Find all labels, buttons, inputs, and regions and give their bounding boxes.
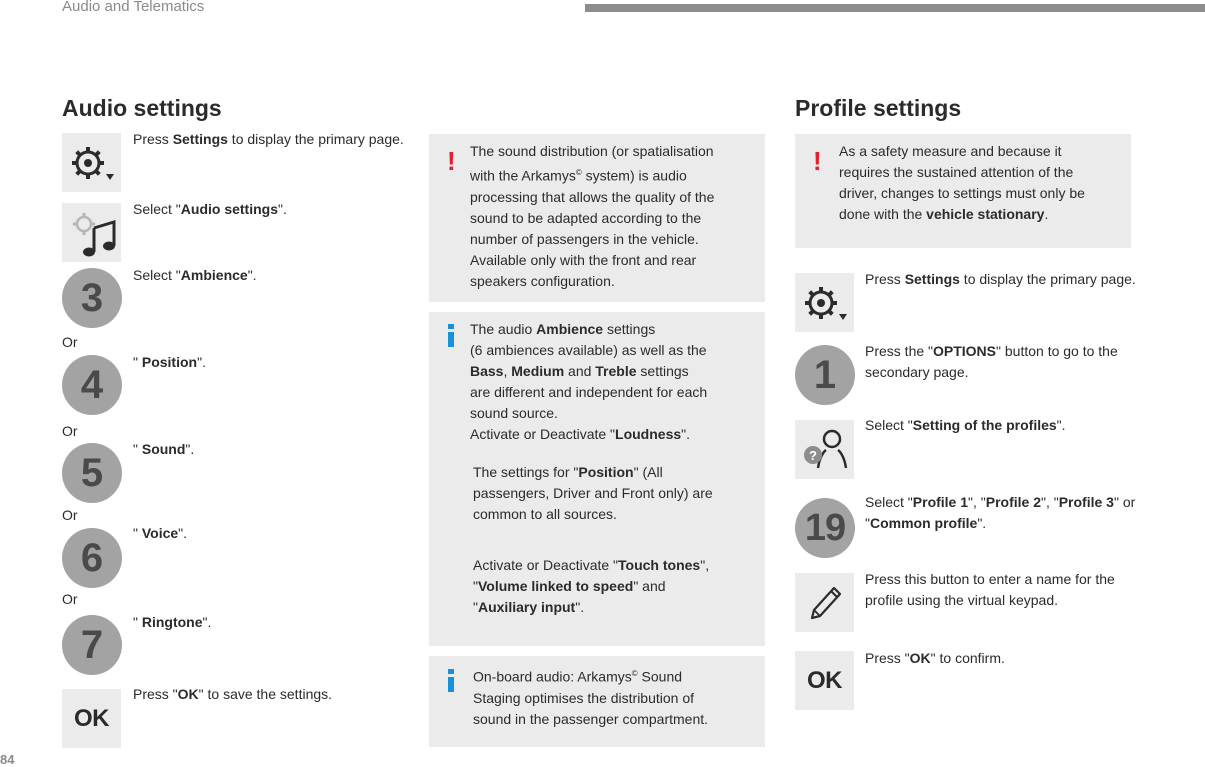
or-label: Or	[62, 591, 78, 607]
or-label: Or	[62, 507, 78, 523]
gear-icon	[797, 278, 853, 328]
audio-step-2-text: Select "Audio settings".	[133, 201, 287, 217]
info-icon	[448, 324, 454, 347]
profile-step-2-text: Press the "OPTIONS" button to go to the secondary page.	[865, 343, 1118, 380]
info-note-ambience	[429, 312, 765, 646]
info-note-ambience-text: The audio Ambience settings (6 ambiences available) as well as the Bass, Medium and Treble settings are different and independent for each sound source. Activate or Deactivate "Loudness".	[470, 321, 708, 442]
info-note-arkamys	[429, 656, 765, 747]
ok-label: OK	[74, 704, 109, 732]
profiles-icon-box[interactable]	[795, 420, 854, 479]
profile-warning-note	[795, 134, 1131, 248]
header-title: Audio and Telematics	[62, 0, 205, 15]
info-note-touch-tones-text: Activate or Deactivate "Touch tones", "Volume linked to speed" and "Auxiliary input".	[473, 557, 710, 615]
settings-icon-box[interactable]	[62, 133, 121, 192]
ok-label: OK	[807, 666, 842, 694]
audio-step-5-text: " Sound".	[133, 441, 195, 457]
audio-step-3-text: Select "Ambience".	[133, 267, 257, 283]
audio-step-ok-text: Press "OK" to save the settings.	[133, 686, 333, 702]
info-note-arkamys-text: On-board audio: Arkamys© Sound Staging optimises the distribution of sound in the passenger compartment.	[473, 668, 709, 727]
profile-step-1-text: Press Settings to display the primary page.	[865, 271, 1136, 287]
or-label: Or	[62, 423, 78, 439]
audio-step-4-text: " Position".	[133, 354, 206, 370]
profile-warning-text: As a safety measure and because it requires the sustained attention of the driver, changes to settings must only be done with the vehicle stationary.	[839, 143, 1085, 222]
step-number-4: 4	[62, 355, 122, 415]
profile-settings-icon-box[interactable]	[795, 273, 854, 332]
ok-button[interactable]	[795, 651, 854, 710]
audio-settings-icon-box[interactable]	[62, 203, 121, 262]
or-label: Or	[62, 334, 78, 350]
gear-icon	[64, 138, 120, 188]
step-number-7: 7	[62, 615, 122, 675]
warning-icon: !	[813, 146, 822, 176]
audio-step-1-text: Press Settings to display the primary page.	[133, 131, 404, 147]
edit-name-button[interactable]	[795, 573, 854, 632]
step-number-19: 19	[795, 498, 855, 558]
audio-step-6-text: " Voice".	[133, 525, 188, 541]
profile-step-6-text: Press "OK" to confirm.	[865, 650, 1005, 666]
audio-settings-title: Audio settings	[62, 95, 222, 121]
warning-note-text: The sound distribution (or spatialisation with the Arkamys© system) is audio processing that allows the quality of the sound to be adapted according to the number of passengers in the vehicle. Available only with the front and rear speakers configuration.	[470, 143, 715, 289]
step-number-1: 1	[795, 345, 855, 405]
warning-icon: !	[447, 146, 456, 176]
profile-step-4-text: Select "Profile 1", "Profile 2", "Profile 3" or "Common profile".	[865, 494, 1136, 531]
step-number-6: 6	[62, 528, 122, 588]
music-settings-icon	[64, 206, 120, 260]
step-number-5: 5	[62, 443, 122, 503]
profile-step-5-text: Press this button to enter a name for the profile using the virtual keypad.	[865, 571, 1115, 608]
profile-user-icon	[796, 422, 854, 478]
profile-settings-title: Profile settings	[795, 95, 962, 121]
step-number-3: 3	[62, 268, 122, 328]
pencil-icon	[800, 578, 850, 628]
info-icon	[448, 669, 454, 692]
warning-note	[429, 134, 765, 302]
header-bar	[585, 4, 1205, 12]
info-note-position-text: The settings for "Position" (All passengers, Driver and Front only) are common to all sources.	[473, 464, 713, 522]
profile-step-3-text: Select "Setting of the profiles".	[865, 417, 1066, 433]
question-mark: ?	[808, 447, 817, 463]
page-number: 84	[0, 752, 15, 767]
audio-step-7-text: " Ringtone".	[133, 614, 212, 630]
ok-button[interactable]	[62, 689, 121, 748]
